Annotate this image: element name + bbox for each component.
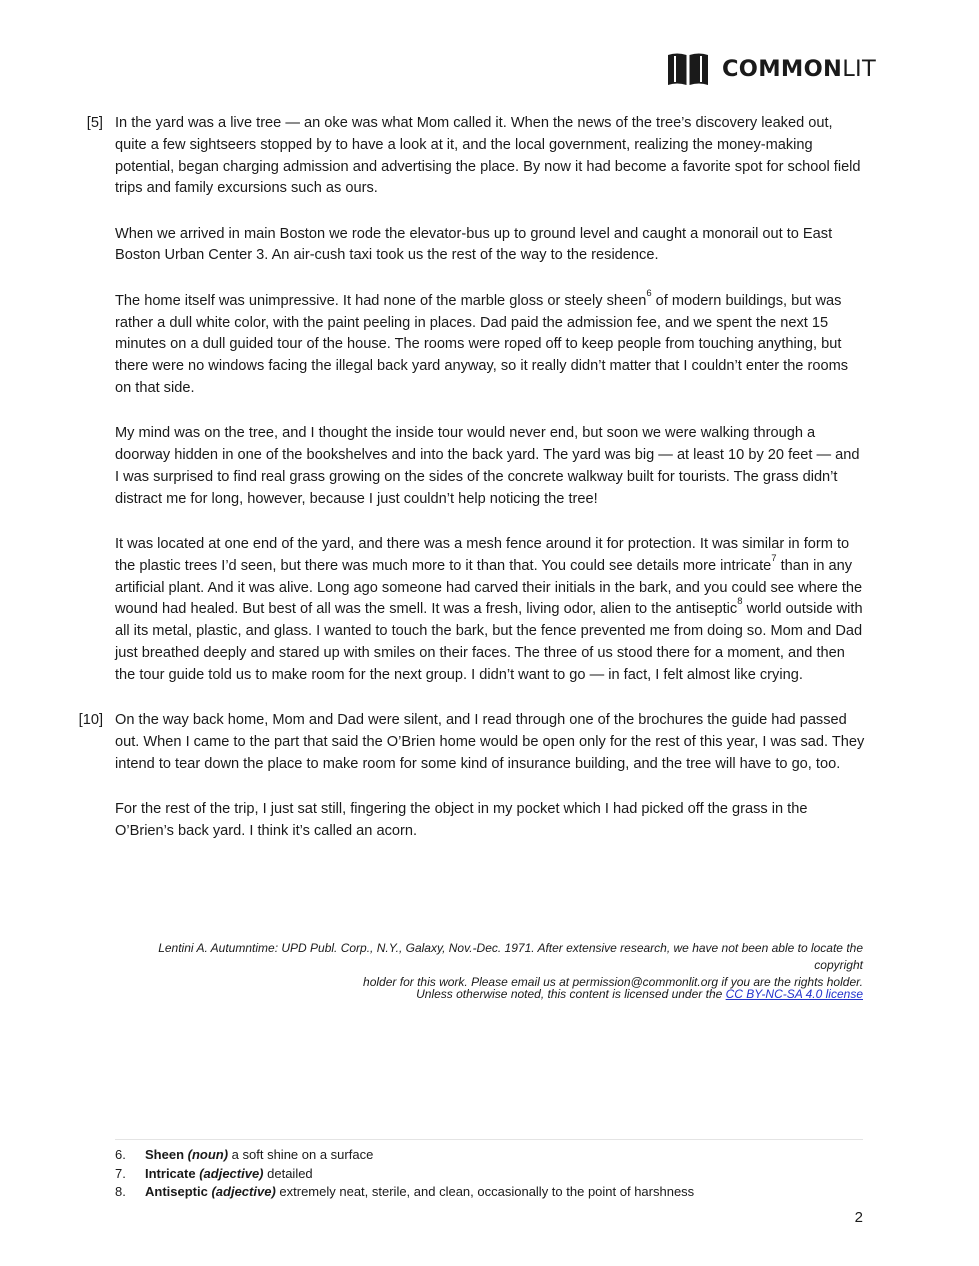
license-link[interactable]: CC BY-NC-SA 4.0 license xyxy=(725,987,863,1001)
footnote-ref: 8 xyxy=(737,596,743,608)
paragraph-number: [10] xyxy=(78,712,103,729)
paragraph: For the rest of the trip, I just sat still, fingering the object in my pocket which I had picked off the grass in the O’Brien’s back yard. I think it’s called an acorn. xyxy=(115,800,808,839)
paragraph: My mind was on the tree, and I thought the inside tour would never end, but soon we were walking through a doorway hidden in one of the bookshelves and into the back yard. The yard was big — at least 10 by 20 feet — and I was surprised to find real grass growing on the sides of the concrete walkway built for tourists. The grass didn’t distract me for long, however, because I just couldn’t help noticing the tree! xyxy=(115,425,860,507)
paragraph: It was located at one end of the yard, and there was a mesh fence around it for protection. It was similar in form to the plastic trees I’d seen, but there was much more to it than that. You could see details more intricate$^7$ than in any artificial plant. And it was alive. Long ago someone had carved their initials in the bark, and you could see where the wound had healed. But best of all was the smell. It was a fresh, living odor, alien to the antiseptic$^8$ world outside with all its metal, plastic, and glass. I wanted to touch the bark, but the fence prevented me from doing so. Mom and Dad just breathed deeply and stared up with smiles on their faces. The three of us stood there for a moment, and then the tour guide told us to make room for the next group. I didn’t want to go — in fact, I felt almost like crying. xyxy=(115,535,863,683)
citation: Lentini A. Autumntime: UPD Publ. Corp., N.Y., Galaxy, Nov.-Dec. 1971. After extensive research, we have not been able to locate the copyright holder for this work. Please email us at permission@commonlit.org if you are the rights holder. xyxy=(158,941,863,989)
open-book-icon xyxy=(666,52,710,86)
logo-wordmark: COMMONLIT xyxy=(722,56,877,82)
page-number: 2 xyxy=(854,1209,863,1226)
paragraph: The home itself was unimpressive. It had none of the marble gloss or steely sheen$^6$ of modern buildings, but was rather a dull white color, with the paint peeling in places. Dad paid the admission fee, and we spent the next 15 minutes on a dull guided tour of the house. The rooms were roped off to keep people from touching anything, but there were no windows facing the illegal back yard anyway, so it really didn’t matter that I couldn’t enter the rooms on that side. xyxy=(115,287,849,396)
footnote-ref: 7 xyxy=(771,552,777,564)
footnote: 8. Antiseptic (adjective) extremely neat, sterile, and clean, occasionally to the point of harshness xyxy=(115,1184,695,1199)
footnote-divider xyxy=(115,1139,863,1140)
commonlit-logo xyxy=(666,52,876,86)
paragraph-5: [5] In the yard was a live tree — an oke was what Mom called it. When the news of the tree’s discovery leaked out, quite a few sightseers stopped by to have a look at it, and the local government, realizing the money-making potential, began charging admission and advertising the place. By now it had become a favorite spot for school field trips and family excursions such as ours. xyxy=(115,113,867,200)
paragraph: When we arrived in main Boston we rode the elevator-bus up to ground level and caught a monorail out to East Boston Urban Center 3. An air-cush taxi took us the rest of the way to the residence. xyxy=(115,225,833,264)
footnote: 6. Sheen (noun) a soft shine on a surface xyxy=(115,1147,374,1162)
story-text xyxy=(78,113,867,866)
paragraph-10: [10] On the way back home, Mom and Dad were silent, and I read through one of the brochures the guide had passed out. When I came to the part that said the O’Brien home would be open only for the rest of this year, I was sad. They intend to tear down the place to make room for some kind of insurance building, and the tree will have to go, too. xyxy=(115,710,867,775)
footnote-ref: 6 xyxy=(646,287,652,299)
license-note: Unless otherwise noted, this content is licensed under the CC BY-NC-SA 4.0 license xyxy=(416,987,863,1001)
footnotes xyxy=(115,1146,863,1202)
paragraph-number: [5] xyxy=(86,115,103,131)
footnote: 7. Intricate (adjective) detailed xyxy=(115,1165,313,1181)
